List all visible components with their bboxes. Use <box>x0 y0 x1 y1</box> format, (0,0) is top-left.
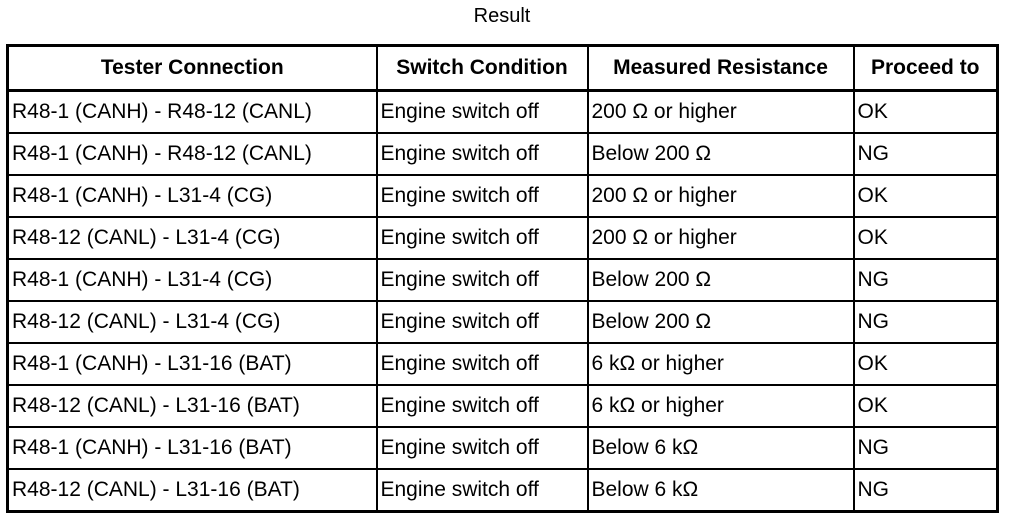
proceed-to-cell: NG <box>854 301 998 343</box>
proceed-to-cell: OK <box>854 91 998 134</box>
header-row <box>8 46 998 91</box>
measured-resistance-cell: 6 kΩ or higher <box>588 385 854 427</box>
header-switch-condition: Switch Condition <box>377 46 588 91</box>
proceed-to-cell: NG <box>854 427 998 469</box>
table-row <box>8 217 998 259</box>
tester-connection-cell: R48-1 (CANH) - L31-4 (CG) <box>8 259 377 301</box>
table-row <box>8 259 998 301</box>
measured-resistance-cell: Below 200 Ω <box>588 301 854 343</box>
header-measured-resistance: Measured Resistance <box>588 46 854 91</box>
table-row <box>8 427 998 469</box>
switch-condition-cell: Engine switch off <box>377 91 588 134</box>
tester-connection-cell: R48-12 (CANL) - L31-16 (BAT) <box>8 385 377 427</box>
proceed-to-cell: NG <box>854 133 998 175</box>
proceed-to-cell: OK <box>854 385 998 427</box>
measured-resistance-cell: 200 Ω or higher <box>588 217 854 259</box>
header-proceed-to: Proceed to <box>854 46 998 91</box>
proceed-to-cell: OK <box>854 343 998 385</box>
tester-connection-cell: R48-1 (CANH) - R48-12 (CANL) <box>8 133 377 175</box>
table-row <box>8 301 998 343</box>
tester-connection-cell: R48-12 (CANL) - L31-4 (CG) <box>8 301 377 343</box>
tester-connection-cell: R48-1 (CANH) - L31-16 (BAT) <box>8 427 377 469</box>
measured-resistance-cell: 200 Ω or higher <box>588 91 854 134</box>
measured-resistance-cell: 200 Ω or higher <box>588 175 854 217</box>
measured-resistance-cell: Below 6 kΩ <box>588 427 854 469</box>
measured-resistance-cell: Below 200 Ω <box>588 133 854 175</box>
switch-condition-cell: Engine switch off <box>377 427 588 469</box>
proceed-to-cell: NG <box>854 469 998 512</box>
table-row <box>8 91 998 134</box>
proceed-to-cell: NG <box>854 259 998 301</box>
switch-condition-cell: Engine switch off <box>377 469 588 512</box>
tester-connection-cell: R48-12 (CANL) - L31-4 (CG) <box>8 217 377 259</box>
measured-resistance-cell: Below 6 kΩ <box>588 469 854 512</box>
proceed-to-cell: OK <box>854 217 998 259</box>
table-row <box>8 469 998 512</box>
switch-condition-cell: Engine switch off <box>377 217 588 259</box>
tester-connection-cell: R48-1 (CANH) - L31-4 (CG) <box>8 175 377 217</box>
switch-condition-cell: Engine switch off <box>377 175 588 217</box>
switch-condition-cell: Engine switch off <box>377 133 588 175</box>
measured-resistance-cell: Below 200 Ω <box>588 259 854 301</box>
switch-condition-cell: Engine switch off <box>377 343 588 385</box>
switch-condition-cell: Engine switch off <box>377 385 588 427</box>
proceed-to-cell: OK <box>854 175 998 217</box>
table-caption: Result <box>473 5 531 27</box>
table-row <box>8 343 998 385</box>
tester-connection-cell: R48-1 (CANH) - R48-12 (CANL) <box>8 91 377 134</box>
result-table <box>6 44 999 513</box>
header-tester-connection: Tester Connection <box>8 46 377 91</box>
table-row <box>8 175 998 217</box>
table-row <box>8 133 998 175</box>
switch-condition-cell: Engine switch off <box>377 301 588 343</box>
measured-resistance-cell: 6 kΩ or higher <box>588 343 854 385</box>
table-row <box>8 385 998 427</box>
tester-connection-cell: R48-12 (CANL) - L31-16 (BAT) <box>8 469 377 512</box>
switch-condition-cell: Engine switch off <box>377 259 588 301</box>
tester-connection-cell: R48-1 (CANH) - L31-16 (BAT) <box>8 343 377 385</box>
